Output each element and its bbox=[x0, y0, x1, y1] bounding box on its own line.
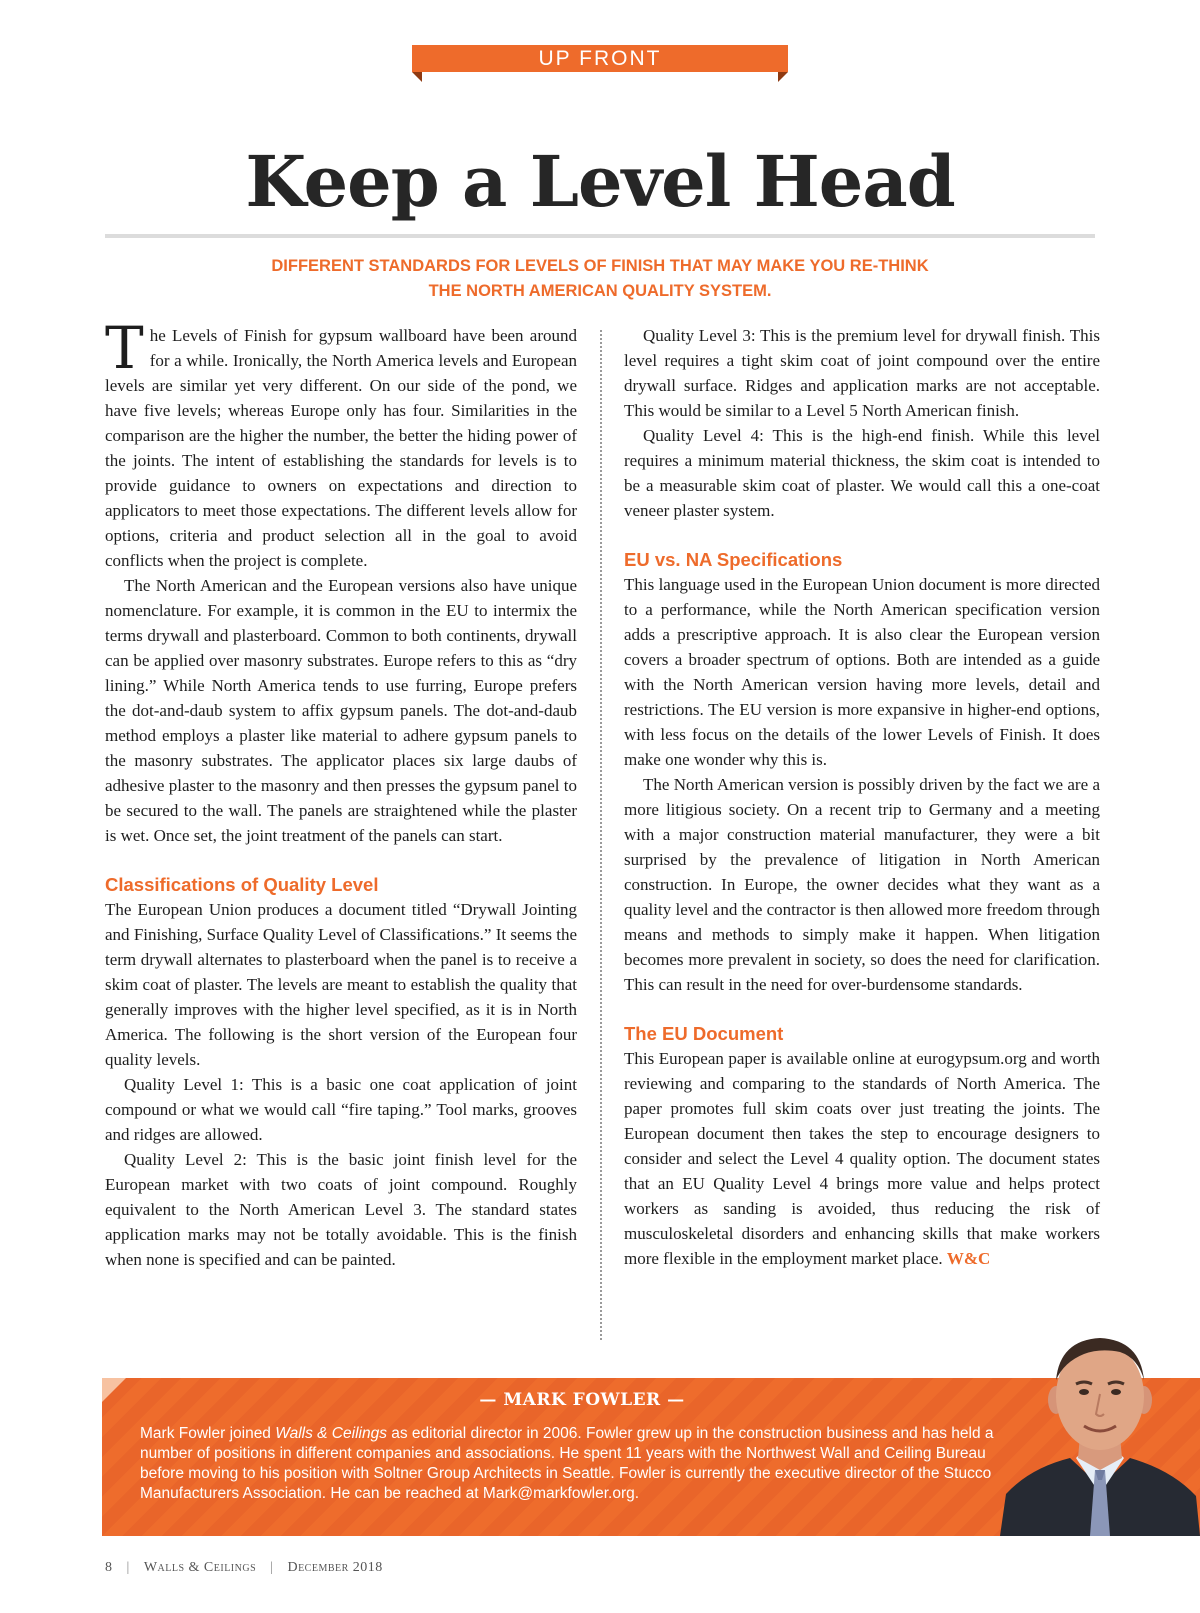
paragraph-quality-level-3: Quality Level 3: This is the premium level for drywall finish. This level requires a tight skim coat of joint compound over the entire drywall surface. Ridges and application marks are not acceptable. This would be similar to a Level 5 North American finish. bbox=[624, 326, 1100, 420]
subtitle-line-2: THE NORTH AMERICAN QUALITY SYSTEM. bbox=[428, 282, 772, 300]
author-name: — MARK FOWLER — bbox=[479, 1390, 685, 1410]
banner-fold-right bbox=[778, 72, 788, 82]
section-heading-classifications: Classifications of Quality Level bbox=[105, 874, 379, 895]
page-number: 8 bbox=[105, 1560, 113, 1575]
paragraph bbox=[105, 314, 577, 573]
bio-text-start: Mark Fowler joined bbox=[140, 1425, 276, 1442]
paragraph-quality-level-2: Quality Level 2: This is the basic joint finish level for the European market with two coats of joint compound. Roughly equivalent to the North American Level 3. The standard states application marks may not be totally avoidable. This is the finish when none is specified and can be painted. bbox=[105, 1150, 577, 1269]
paragraph: The North American and the European versions also have unique nomenclature. For example, it is common in the EU to intermix the terms drywall and plasterboard. Common to both continents, drywall can be applied over masonry substrates. Europe refers to this as “dry lining.” While North America tends to use furring, Europe prefers the dot-and-daub system to affix gypsum panels. The dot-and-daub method employs a plaster like material to adhere gypsum panels to the masonry substrates. The applicator places six large daubs of adhesive plaster to the masonry and then presses the gypsum panel to be secured to the wall. The panels are straightened while the plaster is wet. Once set, the joint treatment of the panels can start. bbox=[105, 576, 577, 845]
banner-fold-left bbox=[412, 72, 422, 82]
paragraph-quality-level-4: Quality Level 4: This is the high-end finish. While this level requires a minimum material thickness, the skim coat is intended to be a measurable skim coat of plaster. We would call this a one-coat veneer plaster system. bbox=[624, 426, 1100, 520]
author-photo bbox=[1000, 1318, 1200, 1536]
author-bio-text bbox=[140, 1424, 1020, 1504]
section-banner bbox=[412, 45, 788, 72]
paragraph: This language used in the European Union document is more directed to a performance, while the North American specification version adds a prescriptive approach. It is also clear the European version covers a broader spectrum of options. Both are intended as a guide with the North American version having more levels, detail and restrictions. The EU version is more expansive in higher-end options, with less focus on the details of the lower Levels of Finish. It does make one wonder why this is. bbox=[624, 575, 1100, 769]
title-divider bbox=[105, 234, 1095, 238]
issue-date: December 2018 bbox=[287, 1560, 383, 1575]
paragraph-text: he Levels of Finish for gypsum wallboard have been around for a while. Ironically, the North America levels and European levels are similar yet very different. On our side of the pond, we have five levels; whereas Europe only has four. Similarities in the comparison are the higher the number, the better the hiding power of the joints. The intent of establishing the standards for levels is to provide guidance to owners on expectations and direction to applicators to meet those expectations. The different levels allow for options, criteria and product selection all in the goal to avoid conflicts when the project is complete. bbox=[105, 326, 577, 570]
section-heading-eu-document: The EU Document bbox=[624, 1023, 784, 1044]
paragraph: The European Union produces a document titled “Drywall Jointing and Finishing, Surface Quality Level of Classifications.” It seems the term drywall alternates to plasterboard when the panel is to receive a skim coat of plaster. The levels are meant to establish the quality that generally improves with the higher level specified, as it is in North America. The following is the short version of the European four quality levels. bbox=[105, 900, 577, 1069]
drop-cap: T bbox=[105, 314, 144, 382]
magazine-name: Walls & Ceilings bbox=[143, 1560, 257, 1575]
bio-corner-fold bbox=[102, 1378, 126, 1402]
column-divider bbox=[600, 330, 602, 1340]
bio-text-end: as editorial director in 2006. Fowler grew up in the construction business and has held a number of positions in different companies and associations. He spent 11 years with the Northwest Wall and Ceiling Bureau before moving to his position with Soltner Group Architects in Seattle. Fowler is currently the executive director of the Stucco Manufacturers Association. He can be reached at Mark@markfowler.org. bbox=[140, 1425, 994, 1502]
article-title: Keep a Level Head bbox=[245, 140, 955, 223]
bio-publication: Walls & Ceilings bbox=[275, 1425, 387, 1442]
section-heading-specifications: EU vs. NA Specifications bbox=[624, 549, 843, 570]
end-mark: W&C bbox=[946, 1249, 991, 1268]
footer-separator: | bbox=[126, 1560, 130, 1575]
page-footer bbox=[105, 1560, 383, 1576]
paragraph-text: This European paper is available online at eurogypsum.org and worth reviewing and comparing to the standards of North America. The paper promotes full skim coats over just treating the joints. The European document then takes the step to encourage designers to consider and select the Level 4 quality option. The document states that an EU Quality Level 4 brings more value and helps protect workers as sanding is avoided, thus reducing the risk of musculoskeletal disorders and enhancing skills that make workers more flexible in the employment market place. bbox=[624, 1049, 1100, 1268]
paragraph-quality-level-1: Quality Level 1: This is a basic one coat application of joint compound or what we would call “fire taping.” Tool marks, grooves and ridges are allowed. bbox=[105, 1075, 577, 1144]
left-column bbox=[105, 314, 577, 1272]
right-column bbox=[624, 323, 1100, 1271]
section-label: UP FRONT bbox=[538, 47, 662, 70]
paragraph: The North American version is possibly driven by the fact we are a more litigious society. On a recent trip to Germany and a meeting with a major construction material manufacturer, they were a bit surprised by the prevalence of litigation in North American construction. In Europe, the owner decides what they want as a quality level and the contractor is then allowed more freedom through means and methods to simply make it happen. When litigation becomes more prevalent in society, so does the need for clarification. This can result in the need for over-burdensome standards. bbox=[624, 775, 1100, 994]
subtitle-line-1: DIFFERENT STANDARDS FOR LEVELS OF FINISH THAT MAY MAKE YOU RE-THINK bbox=[271, 257, 929, 275]
paragraph bbox=[624, 1046, 1100, 1271]
footer-separator: | bbox=[270, 1560, 274, 1575]
article-subtitle bbox=[150, 254, 1050, 304]
